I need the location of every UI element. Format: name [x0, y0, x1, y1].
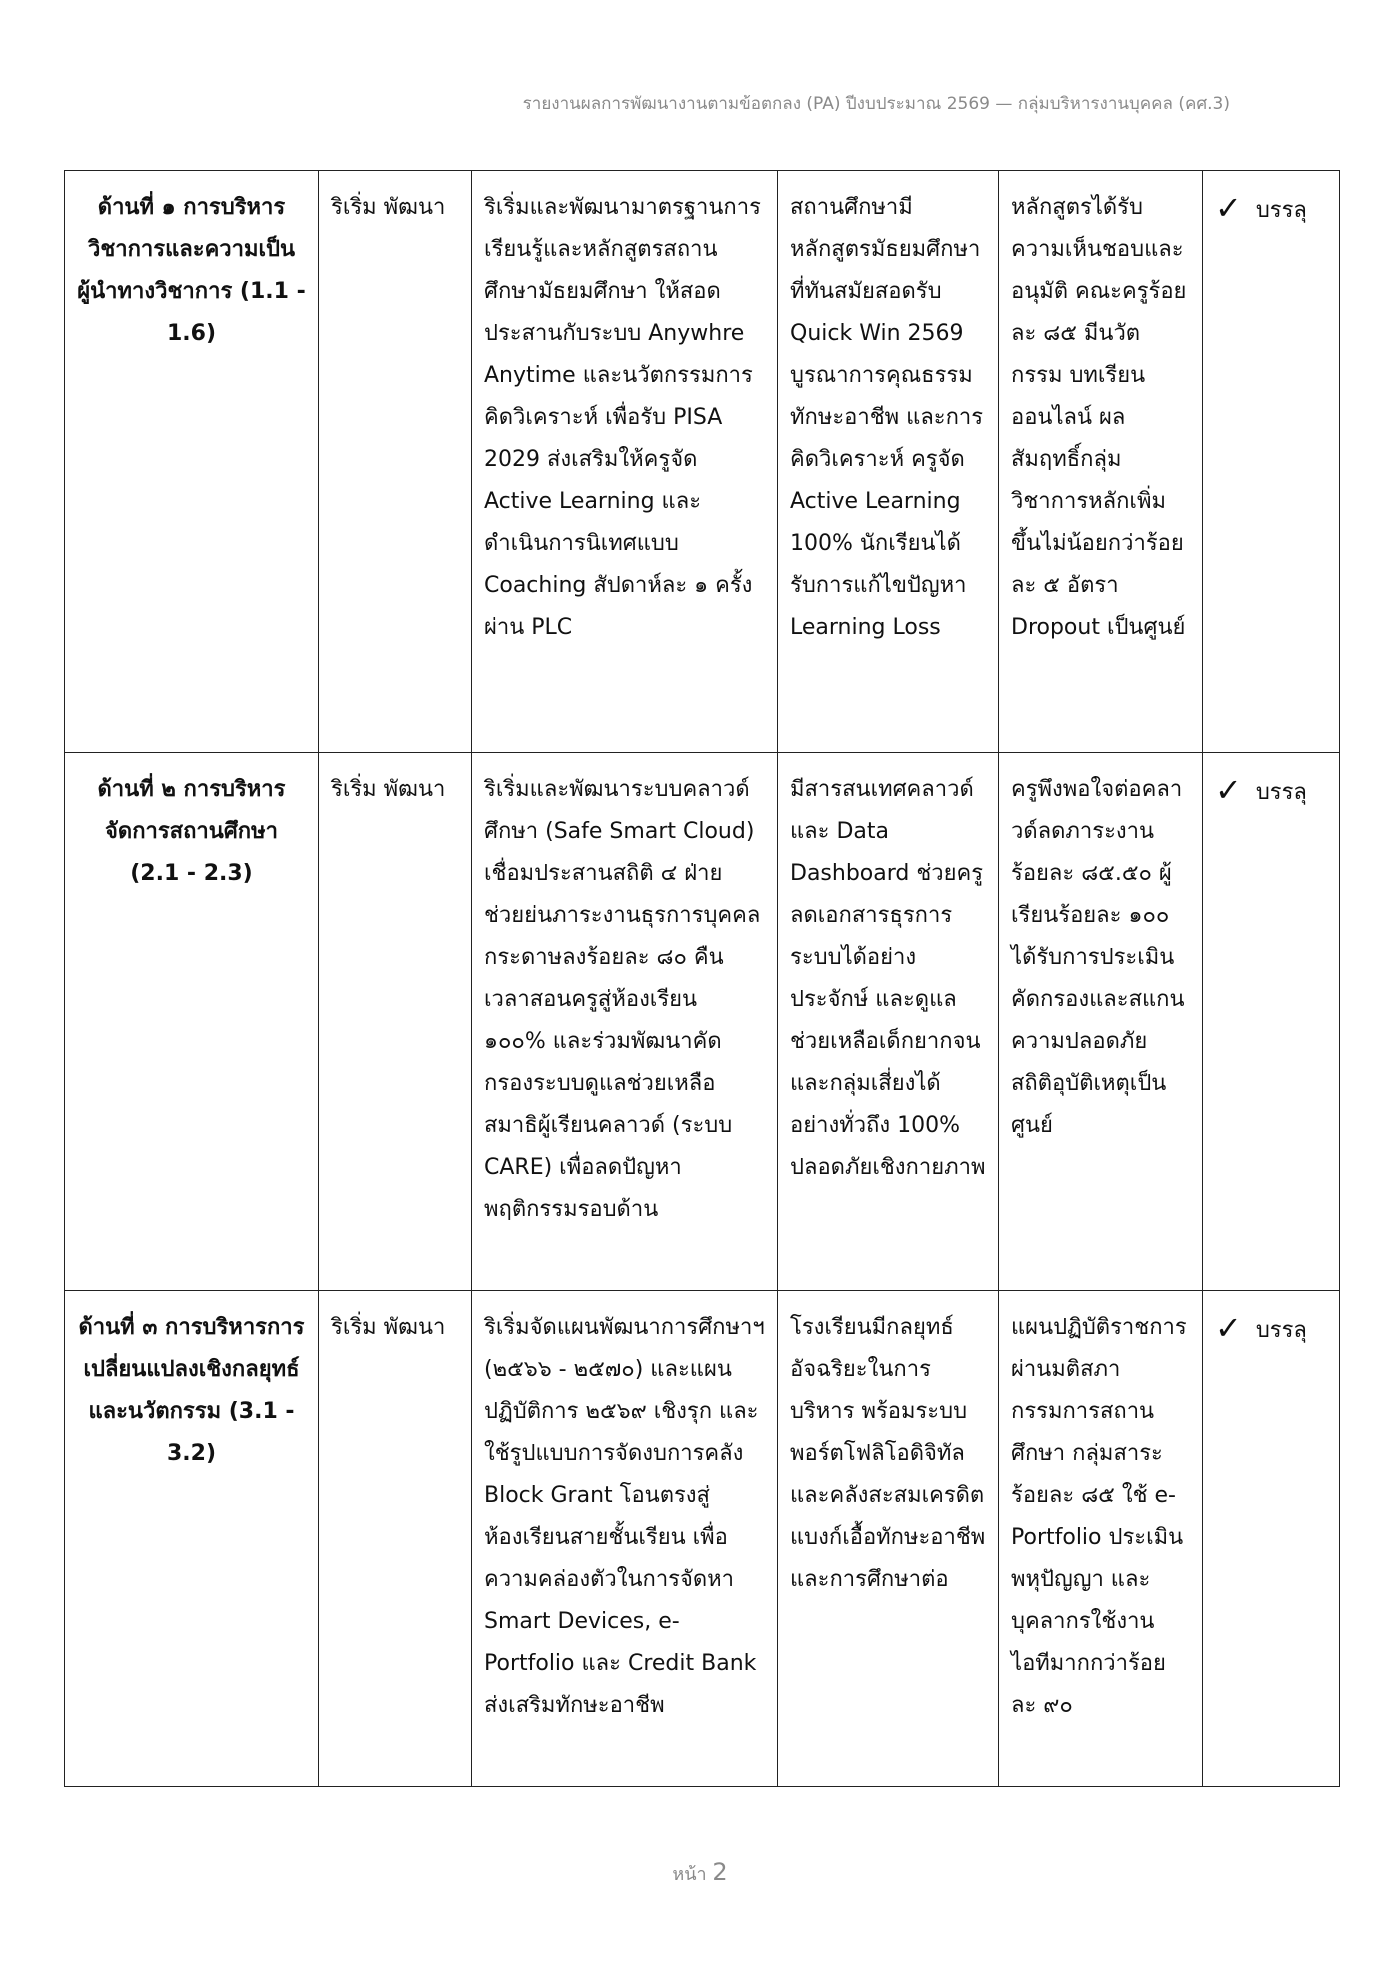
checkmark-icon: ✓ [1215, 1309, 1242, 1347]
page-label: หน้า [672, 1864, 707, 1885]
type-cell: ริเริ่ม พัฒนา [319, 753, 472, 1291]
type-cell: ริเริ่ม พัฒนา [319, 1291, 472, 1787]
status-cell [1203, 171, 1340, 753]
outcome-cell: โรงเรียนมีกลยุทธ์อัจฉริยะในการบริหาร พร้อมระบบพอร์ตโฟลิโอดิจิทัลและคลังสะสมเครดิตแบงก์เอื้อทักษะอาชีพและการศึกษาต่อ [778, 1291, 999, 1787]
task-cell: ริเริ่มจัดแผนพัฒนาการศึกษาฯ (๒๕๖๖ - ๒๕๗๐) และแผนปฏิบัติการ ๒๕๖๙ เชิงรุก และใช้รูปแบบการจัดงบการคลัง Block Grant โอนตรงสู่ห้องเรียนสายชั้นเรียน เพื่อความคล่องตัวในการจัดหา Smart Devices, e-Portfolio และ Credit Bank ส่งเสริมทักษะอาชีพ [472, 1291, 778, 1787]
area-cell: ด้านที่ ๑ การบริหารวิชาการและความเป็นผู้นำทางวิชาการ (1.1 - 1.6) [65, 171, 319, 753]
page-number: 2 [712, 1858, 728, 1886]
task-cell: ริเริ่มและพัฒนาระบบคลาวด์ศึกษา (Safe Smart Cloud) เชื่อมประสานสถิติ ๔ ฝ่าย ช่วยย่นภาระงานธุรการบุคคลกระดาษลงร้อยละ ๘๐ คืนเวลาสอนครูสู่ห้องเรียน ๑๐๐% และร่วมพัฒนาคัดกรองระบบดูแลช่วยเหลือสมาธิผู้เรียนคลาวด์ (ระบบ CARE) เพื่อลดปัญหาพฤติกรรมรอบด้าน [472, 753, 778, 1291]
table-row [65, 753, 1340, 1291]
status-cell [1203, 1291, 1340, 1787]
page-footer [0, 1858, 1400, 1888]
status-label: บรรลุ [1255, 780, 1307, 805]
checkmark-icon: ✓ [1215, 189, 1242, 227]
indicator-cell: แผนปฏิบัติราชการผ่านมติสภากรรมการสถานศึกษา กลุ่มสาระร้อยละ ๘๕ ใช้ e-Portfolio ประเมินพหุปัญญา และบุคลากรใช้งานไอทีมากกว่าร้อยละ ๙๐ [999, 1291, 1203, 1787]
status-label: บรรลุ [1255, 198, 1307, 223]
table-row [65, 1291, 1340, 1787]
pa-results-table [64, 170, 1340, 1787]
indicator-cell: ครูพึงพอใจต่อคลาวด์ลดภาระงานร้อยละ ๘๕.๕๐ ผู้เรียนร้อยละ ๑๐๐ ได้รับการประเมินคัดกรองและสแกนความปลอดภัย สถิติอุบัติเหตุเป็นศูนย์ [999, 753, 1203, 1291]
outcome-cell: มีสารสนเทศคลาวด์และ Data Dashboard ช่วยครูลดเอกสารธุรการระบบได้อย่างประจักษ์ และดูแลช่วยเหลือเด็กยากจนและกลุ่มเสี่ยงได้อย่างทั่วถึง 100% ปลอดภัยเชิงกายภาพ [778, 753, 999, 1291]
area-cell: ด้านที่ ๓ การบริหารการเปลี่ยนแปลงเชิงกลยุทธ์และนวัตกรรม (3.1 - 3.2) [65, 1291, 319, 1787]
outcome-cell: สถานศึกษามีหลักสูตรมัธยมศึกษาที่ทันสมัยสอดรับ Quick Win 2569 บูรณาการคุณธรรม ทักษะอาชีพ และการคิดวิเคราะห์ ครูจัด Active Learning 100% นักเรียนได้รับการแก้ไขปัญหา Learning Loss [778, 171, 999, 753]
type-cell: ริเริ่ม พัฒนา [319, 171, 472, 753]
status-label: บรรลุ [1255, 1318, 1307, 1343]
page-header: รายงานผลการพัฒนางานตามข้อตกลง (PA) ปีงบประมาณ 2569 — กลุ่มบริหารงานบุคคล (คศ.3) [522, 94, 1230, 114]
area-cell: ด้านที่ ๒ การบริหารจัดการสถานศึกษา (2.1 - 2.3) [65, 753, 319, 1291]
table-row [65, 171, 1340, 753]
indicator-cell: หลักสูตรได้รับความเห็นชอบและอนุมัติ คณะครูร้อยละ ๘๕ มีนวัตกรรม บทเรียนออนไลน์ ผลสัมฤทธิ์กลุ่มวิชาการหลักเพิ่มขึ้นไม่น้อยกว่าร้อยละ ๕ อัตรา Dropout เป็นศูนย์ [999, 171, 1203, 753]
checkmark-icon: ✓ [1215, 771, 1242, 809]
task-cell: ริเริ่มและพัฒนามาตรฐานการเรียนรู้และหลักสูตรสถานศึกษามัธยมศึกษา ให้สอดประสานกับระบบ Anywhre Anytime และนวัตกรรมการคิดวิเคราะห์ เพื่อรับ PISA 2029 ส่งเสริมให้ครูจัด Active Learning และดำเนินการนิเทศแบบ Coaching สัปดาห์ละ ๑ ครั้ง ผ่าน PLC [472, 171, 778, 753]
status-cell [1203, 753, 1340, 1291]
